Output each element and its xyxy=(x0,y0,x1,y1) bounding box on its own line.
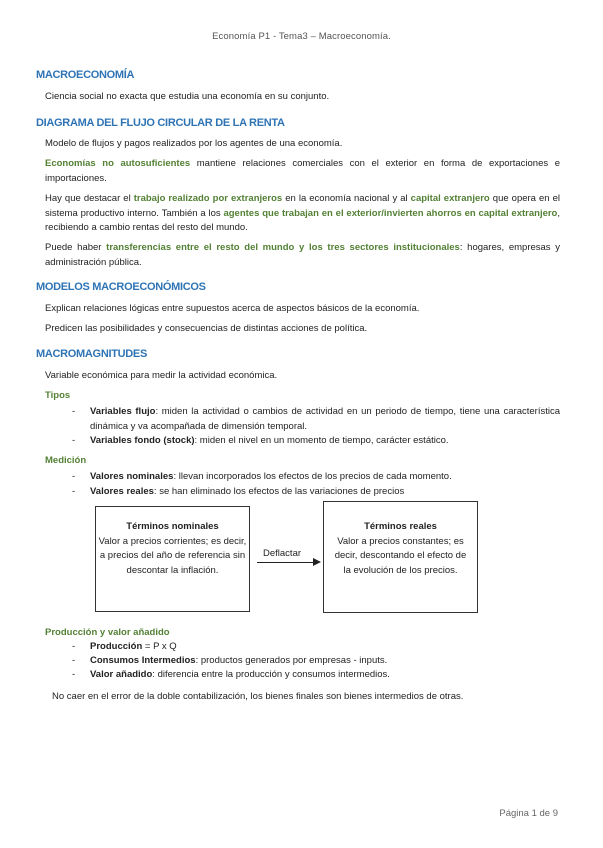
list-dash: - xyxy=(72,406,76,417)
term-bold: Consumos Intermedios xyxy=(90,655,196,666)
term-bold: Valores nominales xyxy=(90,471,174,482)
list-item-consumos xyxy=(90,654,560,669)
text-span: : llevan incorporados los efectos de los precios de cada momento. xyxy=(173,471,452,482)
heading-macromagnitudes: MACROMAGNITUDES xyxy=(36,348,147,360)
list-item-reales xyxy=(90,485,560,500)
list-item-valor-anadido xyxy=(90,668,560,683)
note-doble-contabilizacion: No caer en el error de la doble contabilización, los bienes finales son bienes intermedios de otras. xyxy=(52,691,464,702)
text-span: Puede haber xyxy=(45,242,107,253)
highlight-text: transferencias entre el resto del mundo y los tres sectores institucionales xyxy=(106,242,460,253)
text-span: : se han eliminado los efectos de las variaciones de precios xyxy=(153,486,405,497)
list-dash: - xyxy=(72,486,76,497)
paragraph-flujo-3 xyxy=(45,192,560,236)
page-header: Economía P1 - Tema3 – Macroeconomía. xyxy=(212,31,391,42)
text-span: Hay que destacar el xyxy=(45,193,134,204)
term-bold: Valores reales xyxy=(90,486,154,497)
term-bold: Valor añadido xyxy=(90,669,153,680)
paragraph-flujo-1: Modelo de flujos y pagos realizados por los agentes de una economía. xyxy=(45,138,343,149)
highlight-text: trabajo realizado por extranjeros xyxy=(133,193,283,204)
box-terminos-nominales xyxy=(95,506,250,612)
arrow-label-deflactar: Deflactar xyxy=(263,548,302,559)
highlight-text: agentes que trabajan en el exterior/invierten ahorros en capital extranjero xyxy=(223,207,558,219)
list-dash: - xyxy=(72,471,76,482)
paragraph-modelos-1: Explican relaciones lógicas entre supuestos acerca de aspectos básicos de la economía. xyxy=(45,303,420,314)
box-text: Valor a precios constantes; es decir, descontando el efecto de la evolución de los precios. xyxy=(334,535,467,576)
text-span: : diferencia entre la producción y consumos intermedios. xyxy=(152,669,390,680)
term-bold: Variables fondo (stock) xyxy=(90,435,195,446)
text-span: mantiene relaciones comerciales con el exterior en forma de exportaciones e importaciones. xyxy=(45,158,561,184)
box-terminos-reales xyxy=(323,501,478,613)
text-span: : miden el nivel en un momento de tiempo, carácter estático. xyxy=(194,435,449,446)
text-span: : miden la actividad o cambios de actividad en un periodo de tiempo, tiene una característica dinámica y va acompañada de dimensión temporal. xyxy=(90,406,560,432)
list-item-nominales xyxy=(90,470,560,485)
list-item-produccion xyxy=(90,640,560,655)
paragraph-modelos-2: Predicen las posibilidades y consecuencias de distintas acciones de política. xyxy=(45,323,368,334)
paragraph-macromagnitudes: Variable económica para medir la actividad económica. xyxy=(45,370,278,381)
highlight-text: capital extranjero xyxy=(410,193,490,204)
paragraph-flujo-4 xyxy=(45,241,560,270)
text-span: : hogares, empresas y administración pública. xyxy=(45,242,560,268)
subheading-medicion: Medición xyxy=(45,455,87,466)
page-number: Página 1 de 9 xyxy=(499,808,558,819)
box-title: Términos reales xyxy=(364,521,437,532)
list-item-flujo xyxy=(90,405,560,434)
arrow-line xyxy=(257,562,314,563)
list-dash: - xyxy=(72,669,76,680)
highlight-text: Economías no autosuficientes xyxy=(45,158,191,169)
list-dash: - xyxy=(72,435,76,446)
term-bold: Variables flujo xyxy=(90,406,156,417)
paragraph-flujo-2 xyxy=(45,157,560,186)
box-text: Valor a precios corrientes; es decir, a precios del año de referencia sin descontar la inflación. xyxy=(98,535,247,576)
subheading-tipos: Tipos xyxy=(45,390,71,401)
box-title: Términos nominales xyxy=(126,521,219,532)
text-span: que opera en el sistema productivo interno. También a los xyxy=(45,193,560,219)
list-item-fondo xyxy=(90,434,560,449)
paragraph-definition: Ciencia social no exacta que estudia una economía en su conjunto. xyxy=(45,91,330,102)
subheading-produccion: Producción y valor añadido xyxy=(45,627,170,638)
term-bold: Producción xyxy=(90,641,143,652)
list-dash: - xyxy=(72,641,76,652)
arrow-right-icon xyxy=(313,558,321,566)
heading-macroeconomia: MACROECONOMÍA xyxy=(36,69,135,81)
text-span: , recibiendo a cambio rentas del resto del mundo. xyxy=(45,207,561,233)
text-span: : productos generados por empresas - inputs. xyxy=(195,655,388,666)
text-span: en la economía nacional y al xyxy=(282,193,411,204)
heading-flujo-circular: DIAGRAMA DEL FLUJO CIRCULAR DE LA RENTA xyxy=(36,117,285,129)
list-dash: - xyxy=(72,655,76,666)
heading-modelos: MODELOS MACROECONÓMICOS xyxy=(36,281,206,293)
text-span: = P x Q xyxy=(142,641,177,652)
